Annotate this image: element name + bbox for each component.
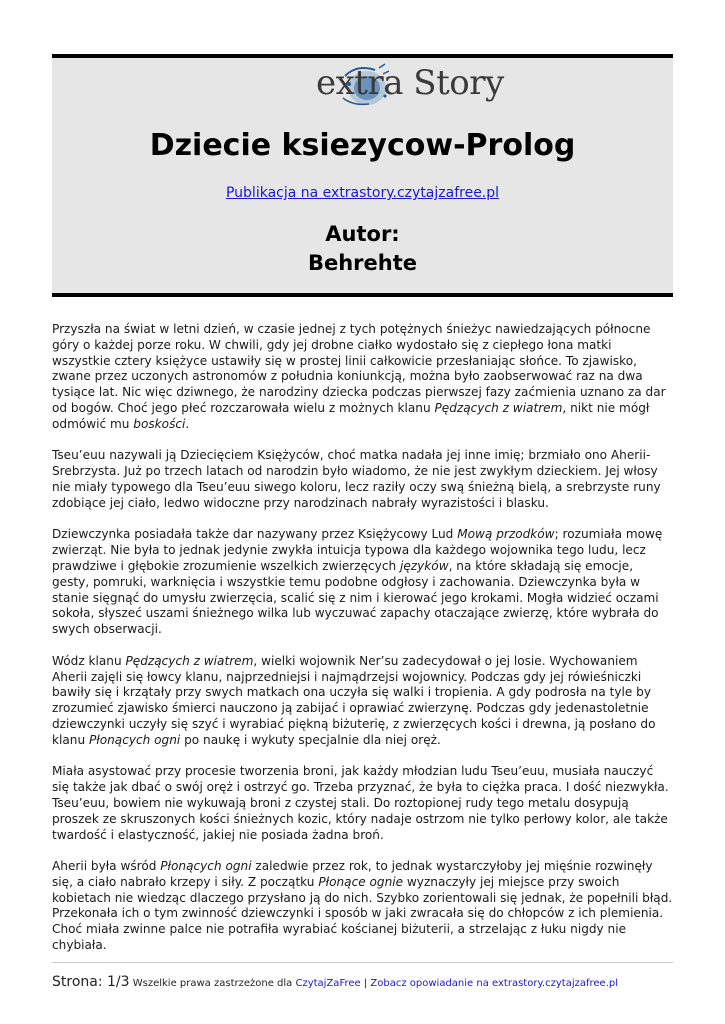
header-box bbox=[52, 54, 673, 297]
extra-story-logo bbox=[270, 62, 504, 110]
text-segment: Wódz klanu bbox=[52, 653, 126, 668]
text-segment: ; rozumiała mowę zwierząt. Nie była to jednak jedynie zwykła intuicja typowa dla każdego wojownika tego ludu, lecz prawdziwe i głębokie zrozumienie wszelkich zwierzęcych bbox=[52, 527, 663, 573]
italic-phrase: Pędzących z wiatrem bbox=[434, 400, 563, 415]
footer-separator: | bbox=[363, 978, 368, 989]
story-paragraph bbox=[52, 448, 673, 511]
author-name: Behrehte bbox=[307, 251, 418, 275]
italic-phrase: Płonących ogni bbox=[160, 859, 252, 874]
text-segment: , wielki wojownik Ner’su zadecydował o jej losie. Wychowaniem Aherii zajęli się łowcy klanu, najprzedniejsi i najmądrzejsi wojownicy. Podczas gdy jej rówieśniczki bawiły się i krzątały przy swych matkach ona uczyła się walki i tropienia. A gdy podrosła na tyle by zrozumieć zjawisko śmierci nauczono ją zabijać i oprawiać zwierzynę. Podczas gdy jedenastoletnie dziewczynki uczyły się szyć i wyrabiać piękną biżuterię, z zwierzęcych kości i drewna, ją posłano do klanu bbox=[52, 653, 656, 747]
story-paragraph bbox=[52, 859, 673, 954]
italic-phrase: Płonących ogni bbox=[88, 732, 181, 747]
text-segment: wyznaczyły jej miejsce przy swoich kobietach nie wiedząc dlaczego przysłano ją do nich. Szybko zorientowali się jednak, że popełnili błąd. Przekonała ich o tym zwinność dziewczynki i sposób w jaki zwracała się do chłopców z ich plemienia. Choć miała zwinne palce nie potrafiła wyrabiać kościanej biżuterii, a strzelając z łuku nigdy nie chybiała. bbox=[52, 874, 673, 953]
text-segment: Dziewczynka posiadała także dar nazywany przez Księżycowy Lud bbox=[52, 527, 458, 542]
footer bbox=[52, 974, 692, 990]
czytajzafree-link[interactable]: CzytajZaFree bbox=[295, 978, 361, 989]
text-segment: po naukę i wykuty specjalnie dla niej oręż. bbox=[180, 732, 441, 747]
story-paragraph bbox=[52, 654, 673, 749]
story-title: Dziecie ksiezycow-Prolog bbox=[149, 128, 576, 163]
text-segment: . bbox=[185, 416, 190, 431]
italic-phrase: Płonące ognie bbox=[318, 874, 404, 889]
story-paragraph bbox=[52, 764, 673, 843]
footer-divider bbox=[52, 962, 673, 963]
text-segment: zaledwie przez rok, to jednak wystarczyłoby jej mięśnie rozwinęły się, a ciało nabrało krzepy i siły. Z początku bbox=[52, 859, 653, 889]
page-indicator: Strona: 1/3 bbox=[52, 974, 130, 990]
text-segment: , na które składają się emocje, gesty, pomruki, warknięcia i wszystkie temu podobne odgłosy i zachowania. Dziewczynka była w stanie sięgnąć do umysłu zwierzęcia, scalić się z nim i kierować jego krokami. Mogła widzieć oczami sokoła, słyszeć uszami śnieżnego wilka lub wyczuwać zapachy otaczające zwierzę, które wybrała do swych obserwacji. bbox=[52, 558, 659, 637]
italic-phrase: boskości bbox=[133, 416, 186, 431]
italic-phrase: języków bbox=[399, 558, 449, 573]
italic-phrase: Pędzących z wiatrem bbox=[125, 653, 254, 668]
logo-text: extra Story bbox=[316, 63, 504, 103]
text-segment: Tseu’euu nazywali ją Dziecięciem Księżyców, choć matka nadała jej inne imię; brzmiało ono Aherii-Srebrzysta. Już po trzech latach od narodzin było wiadomo, że nie jest zwykłym dzieckiem. Jej włosy nie miały typowego dla Tseu’euu siwego koloru, lecz raziły oczy swą śnieżną bielą, a srebrzyste runy zdobiące jej ciało, ledwo widoczne przy narodzinach nabrały wyrazistości i blasku. bbox=[52, 448, 661, 510]
rights-text: Wszelkie prawa zastrzeżone dla bbox=[132, 978, 293, 989]
text-segment: Miała asystować przy procesie tworzenia broni, jak każdy młodzian ludu Tseu’euu, musiała nauczyć się także jak dbać o swój oręż i ostrzyć go. Trzeba przyznać, że była to ciężka praca. I dość niezwykła. Tseu’euu, bowiem nie wykuwają broni z czystej stali. Do roztopionej rudy tego metalu dosypują proszek ze skruszonych kości śnieżnych kozic, który nadaje ostrzom nie tylko perłowy kolor, ale także twardość i elastyczność, jakiej nie posiada żadna broń. bbox=[52, 764, 669, 842]
author-label: Autor: bbox=[325, 222, 400, 246]
italic-phrase: Mową przodków bbox=[457, 527, 555, 542]
story-paragraph bbox=[52, 527, 673, 638]
publication-link[interactable]: Publikacja na extrastory.czytajzafree.pl bbox=[225, 185, 500, 201]
text-segment: , nikt nie mógł odmówić mu bbox=[52, 400, 650, 431]
story-paragraph bbox=[52, 322, 673, 433]
text-segment: Przyszła na świat w letni dzień, w czasie jednej z tych potężnych śnieżyc nawiedzających północne góry o każdej porze roku. W chwili, gdy jej drobne ciałko wydostało się z ciepłego łona matki wszystkie cztery księżyce ustawiły się w prostej linii całkowicie przesłaniając słońce. To zjawisko, zwane przez uczonych astronomów z południa koniunkcją, można było zaobserwować raz na dwa tysiące lat. Nic więc dziwnego, że narodziny dziecka podczas pierwszej fazy zaćmienia uznano za dar od bogów. Choć jego płeć rozczarowała wielu z możnych klanu bbox=[52, 322, 666, 415]
publication-link-row bbox=[52, 185, 673, 201]
story-body bbox=[52, 322, 673, 962]
text-segment: Aherii była wśród bbox=[52, 859, 161, 874]
story-link[interactable]: Zobacz opowiadanie na extrastory.czytajzafree.pl bbox=[370, 978, 619, 989]
